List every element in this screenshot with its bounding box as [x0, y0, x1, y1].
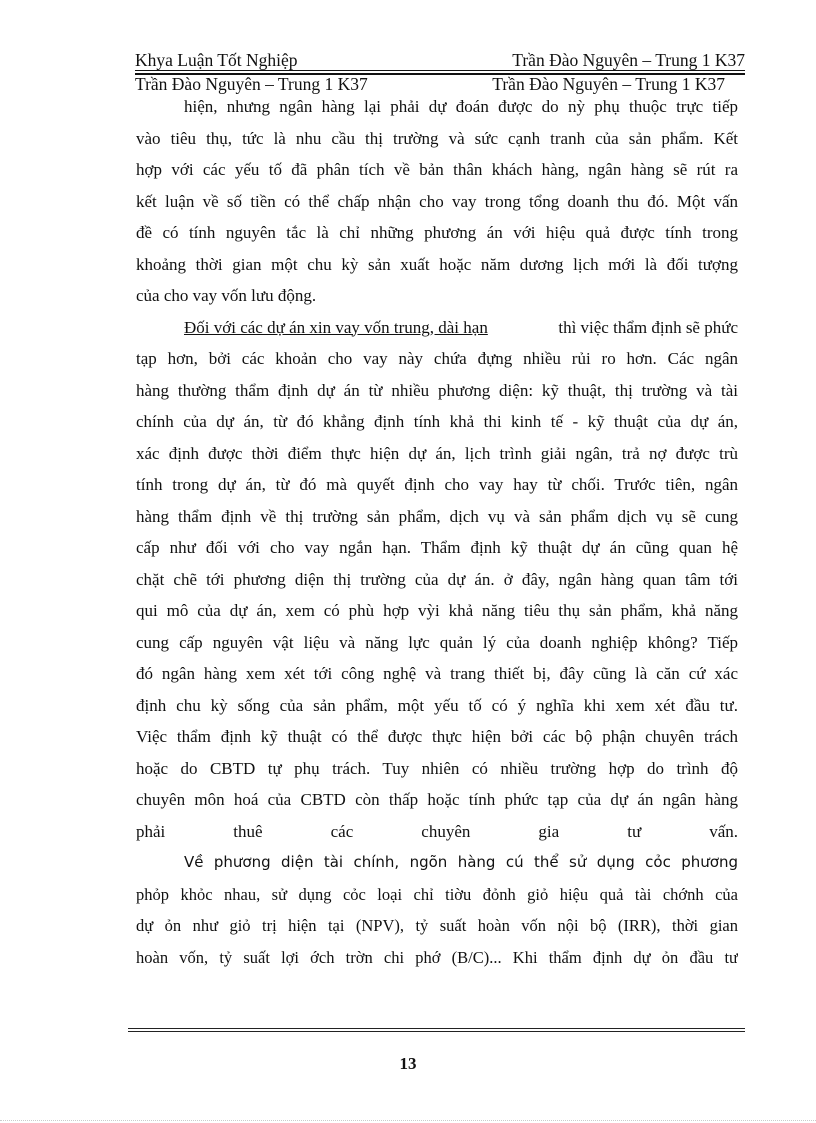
underlined-phrase: Đối với các dự án xin vay vốn trung, dài hạn: [184, 317, 488, 337]
text-line: xác định được thời điểm thực hiện dự án, lịch trình giải ngân, trả nợ được trù: [136, 443, 738, 463]
running-header: [135, 50, 745, 70]
text-line: tính trong dự án, từ đó mà quyết định cho vay hay từ chối. Trước tiên, ngân: [136, 475, 738, 494]
footer-rule: [128, 1028, 745, 1034]
text-line: qui mô của dự án, xem có phù hợp vỳi khả năng tiêu thụ sản phẩm, khả năng: [136, 601, 738, 620]
text-line: chặt chẽ tới phương diện thị trường của dự án. ở đây, ngân hàng quan tâm tới: [136, 569, 738, 589]
text-line: của cho vay vốn lưu động.: [136, 286, 317, 305]
text-line: đề có tính nguyên tắc là chỉ những phương án với hiệu quả được tính trong: [136, 223, 738, 242]
text-line: Việc thẩm định kỹ thuật có thể được thực hiện bởi các bộ phận chuyên trách: [136, 727, 738, 746]
text-line-rest: thì việc thẩm định sẽ phức: [558, 317, 738, 337]
text-line: phải thuê các chuyên gia tư vấn.: [136, 821, 738, 841]
text-line: chuyên môn hoá của CBTD còn thấp hoặc tính phức tạp của dự án ngân hàng: [136, 790, 738, 809]
text-line: Về phương diện tài chính, ngõn hàng cú thể sử dụng cỏc phương: [184, 853, 738, 871]
text-line: khoảng thời gian một chu kỳ sản xuất hoặc năm dương lịch mới là đối tượng: [136, 254, 738, 274]
page-edge: [0, 1120, 816, 1121]
text-line: hiện, nhưng ngân hàng lại phải dự đoán được do nỳ phụ thuộc trực tiếp: [184, 97, 738, 116]
text-line: vào tiêu thụ, tức là nhu cầu thị trường và sức cạnh tranh của sản phẩm. Kết: [136, 128, 738, 148]
header-thesis-title: Khya Luận Tốt Nghiệp: [135, 50, 298, 70]
text-line: hoàn vốn, tỷ suất lợi ớch trờn chi phớ (B/C)... Khi thẩm định dự ỏn đầu tư: [136, 947, 738, 967]
text-line: kết luận về số tiền có thể chấp nhận cho vay trong tổng doanh thu đó. Một vấn: [136, 191, 738, 211]
text-line: hàng thẩm định về thị trường sản phẩm, dịch vụ và sản phẩm dịch vụ sẽ cung: [136, 506, 738, 526]
text-line: cung cấp nguyên vật liệu và năng lực quản lý của doanh nghiệp không? Tiếp: [136, 632, 738, 652]
page-body: [136, 91, 738, 973]
header-rule: [135, 70, 745, 71]
text-line: đó ngân hàng xem xét tới công nghệ và trang thiết bị, đây cũng là căn cứ xác: [136, 664, 738, 683]
page-number: 13: [399, 1054, 417, 1073]
text-line: hoặc do CBTD tự phụ trách. Tuy nhiên có nhiều trường hợp do trình độ: [136, 758, 738, 778]
text-line: cấp như đối với cho vay ngắn hạn. Thẩm định kỹ thuật dự án cũng quan hệ: [136, 538, 738, 557]
text-line: phỏp khỏc nhau, sử dụng cỏc loại chỉ tiờu đỏnh giỏ hiệu quả tài chớnh của: [136, 884, 738, 904]
header-author: Trần Đào Nguyên – Trung 1 K37: [512, 50, 745, 70]
text-line: dự ỏn như giỏ trị hiện tại (NPV), tỷ suất hoàn vốn nội bộ (IRR), thời gian: [136, 916, 738, 935]
text-line: tạp hơn, bởi các khoản cho vay này chứa đựng nhiều rủi ro hơn. Các ngân: [136, 349, 738, 368]
text-line: chính của dự án, từ đó khẳng định tính khả thi kinh tế - kỹ thuật của dự án,: [136, 412, 738, 431]
text-line: định chu kỳ sống của sản phẩm, một yếu tố có ý nghĩa khi xem xét đầu tư.: [136, 695, 738, 715]
text-line: hàng thường thẩm định dự án từ nhiều phương diện: kỹ thuật, thị trường và tài: [136, 380, 738, 400]
text-line-with-heading: [136, 312, 738, 344]
header-author-repeat-2: Trần Đào Nguyên – Trung 1 K37: [492, 74, 725, 94]
header-author-repeat-1: Trần Đào Nguyên – Trung 1 K37: [135, 74, 368, 94]
text-line: hợp với các yếu tố đã phân tích về bản thân khách hàng, ngân hàng sẽ rút ra: [136, 160, 738, 179]
